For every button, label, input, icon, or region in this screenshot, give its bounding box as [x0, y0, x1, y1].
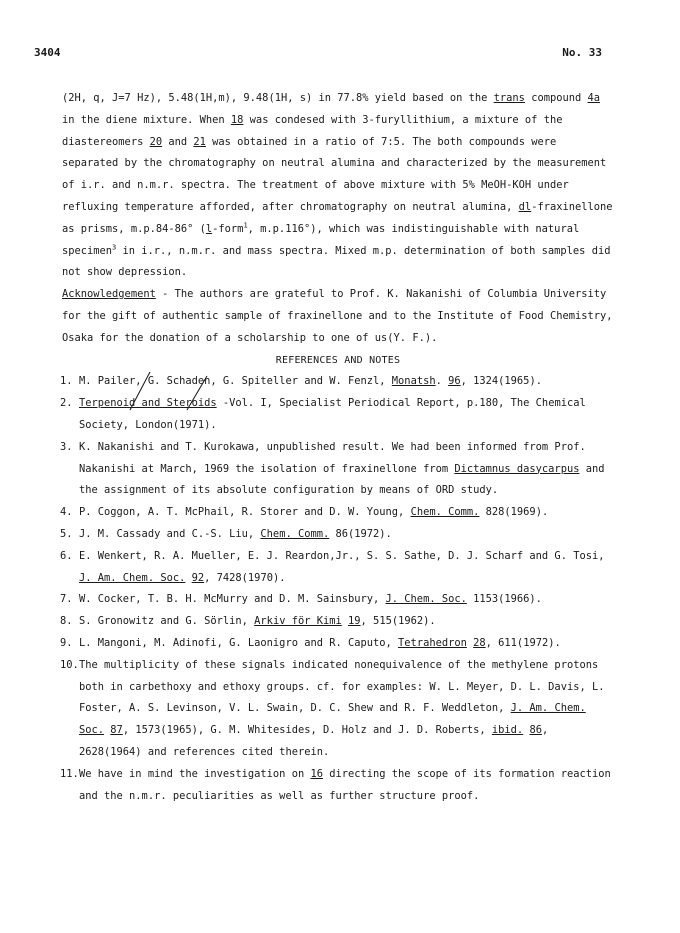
- reference-list: [62, 371, 614, 807]
- reference-item: [62, 764, 614, 808]
- ref-text: J. M. Cassady and C.-S. Liu,: [79, 527, 261, 540]
- text-run: in i.r., n.m.r. and mass spectra. Mixed m.p. determination of both samples did not show depression.: [62, 244, 611, 279]
- journal-name: Monatsh: [391, 375, 436, 388]
- issue-number: No. 33: [562, 46, 602, 59]
- references-heading: REFERENCES AND NOTES: [275, 354, 401, 366]
- journal-name: Tetrahedron: [398, 636, 467, 649]
- volume: 19: [348, 615, 361, 628]
- volume: 87: [110, 724, 123, 737]
- volume: 28: [473, 636, 486, 649]
- reference-item: [62, 524, 614, 546]
- reference-item: [62, 655, 614, 764]
- ref-text: S. Gronowitz and G. Sörlin,: [79, 615, 255, 628]
- volume: 92: [191, 571, 205, 584]
- compound-label: 16: [310, 767, 323, 780]
- journal-name: Arkiv för Kimi: [254, 615, 342, 628]
- ref-text: , 611(1972).: [485, 636, 561, 649]
- trans-term: trans: [493, 92, 525, 104]
- journal-name: J. Am. Chem. Soc.: [79, 702, 586, 737]
- ref-text: L. Mangoni, M. Adinofi, G. Laonigro and R. Caputo,: [79, 636, 399, 649]
- reference-number: 11.: [60, 767, 79, 780]
- ref-text: 1153(1966).: [466, 593, 542, 606]
- footnote-ref: 3: [112, 243, 117, 252]
- ref-text: 86(1972).: [329, 527, 392, 540]
- ref-text: The multiplicity of these signals indicated nonequivalence of the methylene protons both in carbethoxy and ethoxy groups. cf. for examples: W. L. Meyer, D. L. Davis, L. Foster, A. S. Levinson, V. L. Swain, D. C. Shew and R. F. Weddleton,: [79, 658, 605, 715]
- acknowledgement-paragraph: [62, 284, 614, 349]
- reference-number: 10.: [60, 658, 79, 671]
- reference-item: [62, 589, 614, 611]
- reference-number: 6.: [60, 549, 73, 562]
- volume: 86: [529, 724, 542, 737]
- stereo-prefix: dl: [518, 200, 532, 213]
- text-run: and: [162, 135, 194, 148]
- reference-item: [62, 546, 614, 590]
- volume: 96: [448, 375, 461, 388]
- reference-item: [62, 437, 614, 502]
- ref-text: , 1573(1965), G. M. Whitesides, D. Holz and J. D. Roberts,: [122, 724, 492, 737]
- compound-label: 18: [230, 113, 244, 126]
- acknowledgement-text: - The authors are grateful to Prof. K. Nakanishi of Columbia University for the gift of authentic sample of fraxinellone and to the Institute of Food Chemistry, Osaka for the donation of a scholarship to one of us(Y. F.).: [62, 288, 613, 344]
- footnote-ref: 1: [243, 221, 248, 230]
- acknowledgement-label: Acknowledgement: [62, 288, 156, 301]
- ref-text: -Vol. I, Specialist Periodical Report, p.180, The Chemical Society, London(1971).: [79, 397, 586, 431]
- ref-text: , 1324(1965).: [460, 375, 542, 388]
- article-body: [62, 88, 614, 807]
- reference-number: 2.: [60, 397, 73, 410]
- ref-text: and the assignment of its absolute configuration by means of ORD study.: [79, 462, 605, 497]
- ref-text: M. Pailer, G. Schaden, G. Spiteller and W. Fenzl,: [79, 375, 392, 388]
- stereo-prefix: l: [205, 222, 213, 235]
- ref-text: K. Nakanishi and T. Kurokawa, unpublished result. We had been informed from Prof. Nakanishi at March, 1969 the isolation of fraxinellone from: [79, 440, 586, 475]
- text-run: compound: [524, 92, 588, 104]
- ref-text: P. Coggon, A. T. McPhail, R. Storer and D. W. Young,: [79, 506, 411, 519]
- page-number: 3404: [34, 46, 61, 59]
- reference-item: [62, 633, 614, 655]
- text-run: (2H, q, J=7 Hz), 5.48(1H,m), 9.48(1H, s) in 77.8% yield based on the: [62, 92, 494, 104]
- experimental-paragraph: [62, 88, 614, 284]
- ref-text: , 2628(1964) and references cited therein.: [79, 724, 549, 758]
- journal-name: J. Chem. Soc.: [385, 593, 467, 606]
- ref-text: , 515(1962).: [360, 615, 436, 628]
- text-run: , m.p.116°), which was indistinguishable with natural specimen: [62, 222, 580, 257]
- journal-name: J. Am. Chem. Soc.: [79, 571, 186, 584]
- compound-label: 20: [149, 135, 163, 148]
- ref-text: W. Cocker, T. B. H. McMurry and D. M. Sainsbury,: [79, 593, 386, 606]
- text-run: in the diene mixture. When: [62, 113, 231, 126]
- reference-number: 4.: [60, 506, 73, 519]
- book-title: Terpenoid and Steroids: [79, 397, 217, 410]
- text-run: was obtained in a ratio of 7:5. The both compounds were separated by the chromatography on neutral alumina and characterized by the measurement of i.r. and n.m.r. spectra. The treatment of above mixture with 5% MeOH-KOH under refluxing temperature afforded, after chromatography on neutral alumina,: [62, 135, 607, 213]
- compound-label: 21: [193, 135, 206, 148]
- journal-name: ibid.: [491, 724, 524, 737]
- ref-text: E. Wenkert, R. A. Mueller, E. J. Reardon,Jr., S. S. Sathe, D. J. Scharf and G. Tosi,: [79, 549, 605, 562]
- text-run: -fraxinellone as prisms, m.p.84-86° (: [62, 200, 613, 235]
- ref-text: .: [435, 375, 449, 388]
- journal-name: Chem. Comm.: [410, 506, 480, 519]
- journal-name: Chem. Comm.: [260, 527, 330, 540]
- handwritten-strike-mark: [92, 364, 212, 414]
- reference-number: 8.: [60, 615, 73, 628]
- reference-number: 1.: [60, 375, 73, 388]
- ref-text: directing the scope of its formation reaction and the n.m.r. peculiarities as well as further structure proof.: [79, 767, 611, 802]
- ref-text: , 7428(1970).: [204, 571, 286, 584]
- text-run: was condesed with 3-furyllithium, a mixture of the diastereomers: [62, 113, 563, 148]
- species-name: Dictamnus dasycarpus: [454, 462, 580, 475]
- reference-number: 3.: [60, 440, 73, 453]
- reference-item: [62, 611, 614, 633]
- text-run: -form: [212, 222, 244, 235]
- reference-number: 7.: [60, 593, 73, 606]
- reference-item: [62, 502, 614, 524]
- compound-label: 4a: [587, 92, 601, 104]
- reference-number: 9.: [60, 636, 73, 649]
- ref-text: 828(1969).: [479, 506, 549, 519]
- reference-number: 5.: [60, 527, 73, 540]
- ref-text: We have in mind the investigation on: [79, 767, 311, 780]
- page-header: [34, 46, 602, 62]
